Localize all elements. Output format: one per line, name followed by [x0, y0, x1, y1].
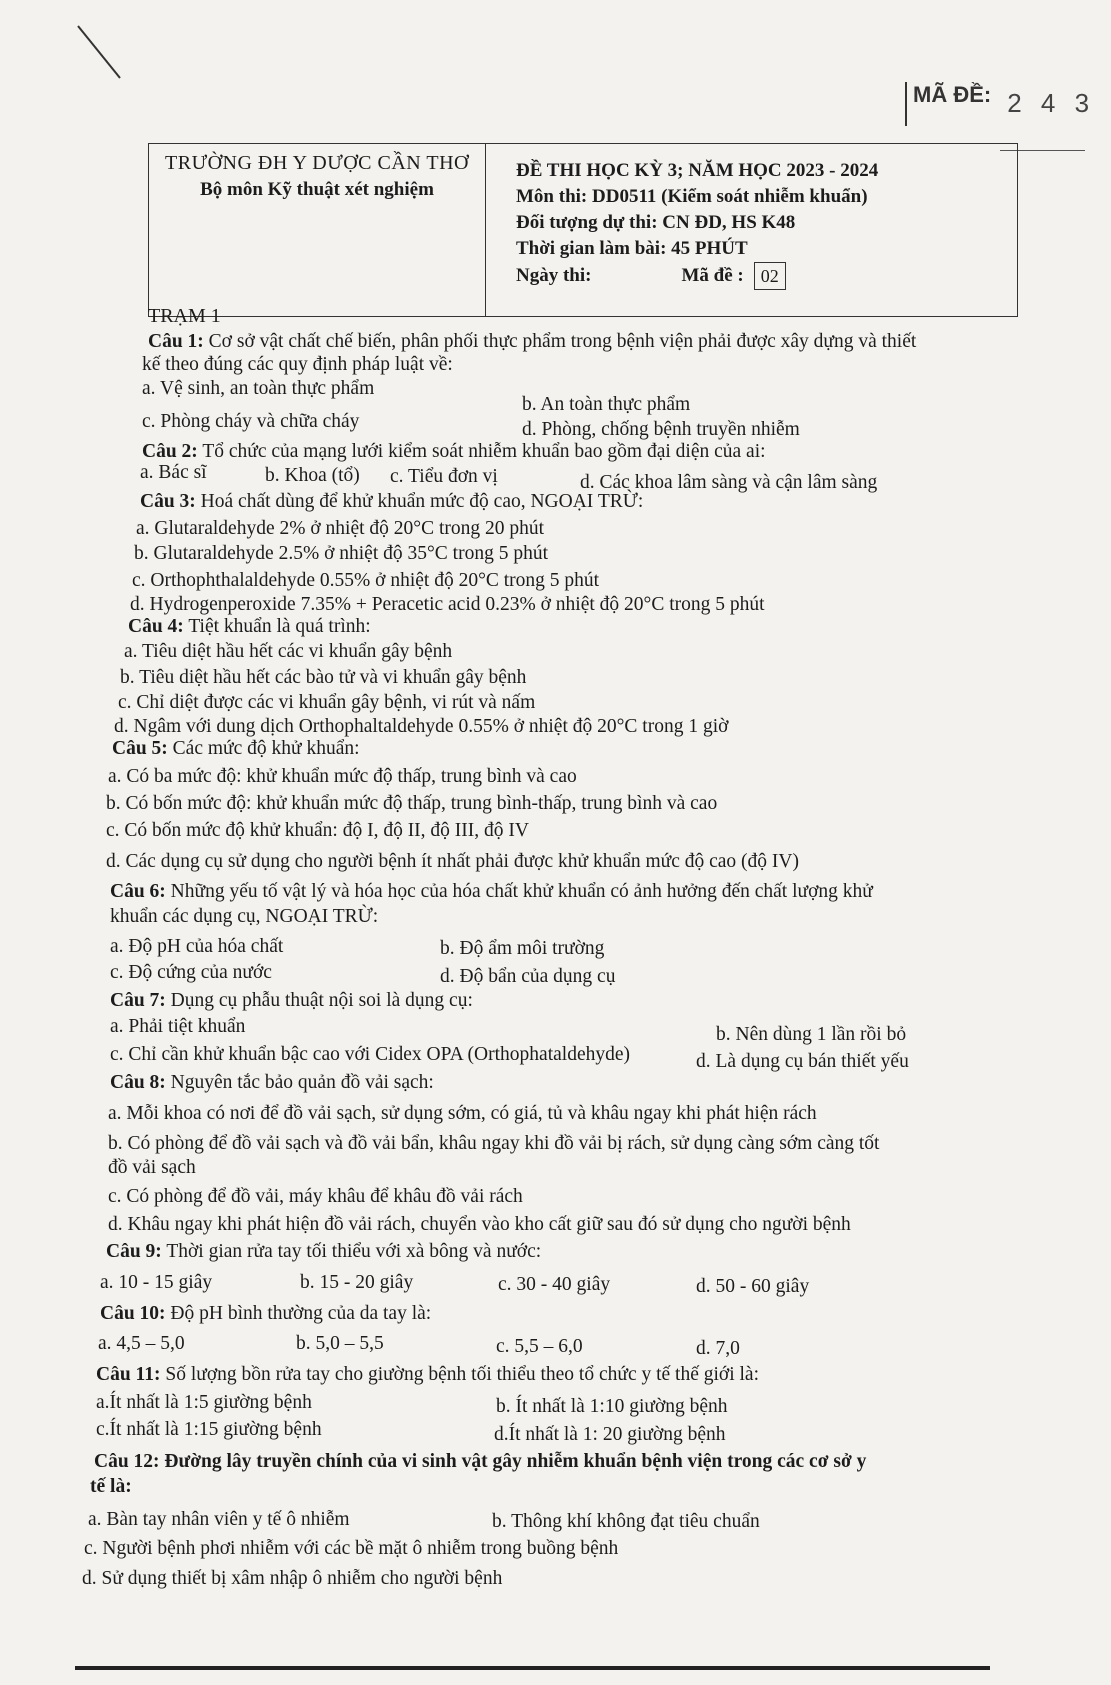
option-3a: a. Glutaraldehyde 2% ở nhiệt độ 20°C trong 20 phút	[136, 518, 545, 539]
question-5	[112, 737, 360, 761]
option-1d: d. Phòng, chống bệnh truyền nhiễm	[522, 419, 800, 440]
option-2b: b. Khoa (tổ)	[265, 465, 360, 486]
question-12	[94, 1450, 866, 1474]
option-3c: c. Orthophthalaldehyde 0.55% ở nhiệt độ 20°C trong 5 phút	[132, 570, 600, 591]
option-11d: d.Ít nhất là 1: 20 giường bệnh	[494, 1424, 726, 1445]
option-8a: a. Mỗi khoa có nơi để đồ vải sạch, sử dụng sớm, có giá, tủ và khâu ngay khi phát hiện rách	[108, 1103, 817, 1124]
option-6c: c. Độ cứng của nước	[110, 962, 272, 983]
option-7b: b. Nên dùng 1 lần rồi bỏ	[716, 1024, 907, 1045]
exam-date-label: Ngày thi:	[516, 265, 592, 286]
exam-code-corner-label: MÃ ĐỀ:	[913, 82, 992, 107]
option-9a: a. 10 - 15 giây	[100, 1272, 213, 1293]
question-text: Cơ sở vật chất chế biến, phân phối thực phẩm trong bệnh viện phải được xây dựng và thiết	[208, 331, 917, 352]
option-8c: c. Có phòng để đồ vải, máy khâu để khâu đồ vải rách	[108, 1186, 523, 1207]
question-text: Các mức độ khử khuẩn:	[172, 738, 360, 759]
option-4c: c. Chỉ diệt được các vi khuẩn gây bệnh, vi rút và nấm	[118, 692, 536, 713]
option-4a: a. Tiêu diệt hầu hết các vi khuẩn gây bệnh	[124, 641, 453, 662]
question-label: Câu 7:	[110, 990, 166, 1011]
exam-audience: Đối tượng dự thi: CN ĐD, HS K48	[516, 212, 796, 233]
option-9b: b. 15 - 20 giây	[300, 1272, 414, 1293]
question-label: Câu 6:	[110, 881, 166, 902]
question-label: Câu 2:	[142, 441, 198, 462]
school-name: TRƯỜNG ĐH Y DƯỢC CẦN THƠ	[165, 152, 469, 174]
option-4b: b. Tiêu diệt hầu hết các bào tử và vi khuẩn gây bệnh	[120, 667, 527, 688]
question-label: Câu 11:	[96, 1364, 161, 1385]
question-label: Câu 1:	[148, 331, 204, 352]
question-text: Những yếu tố vật lý và hóa học của hóa chất khử khuẩn có ảnh hưởng đến chất lượng khử	[170, 881, 873, 902]
question-text: Hoá chất dùng để khử khuẩn mức độ cao, NGOẠI TRỪ:	[200, 491, 644, 512]
exam-header-box	[148, 143, 1018, 317]
question-label: Câu 10:	[100, 1303, 166, 1324]
question-10	[100, 1302, 431, 1326]
question-text: Dụng cụ phẫu thuật nội soi là dụng cụ:	[170, 990, 473, 1011]
option-6d: d. Độ bẩn của dụng cụ	[440, 966, 616, 987]
pen-stroke-mark	[70, 20, 130, 90]
exam-title: ĐỀ THI HỌC KỲ 3; NĂM HỌC 2023 - 2024	[516, 160, 879, 181]
option-2a: a. Bác sĩ	[140, 462, 207, 483]
option-6b: b. Độ ẩm môi trường	[440, 938, 605, 959]
question-6	[110, 880, 873, 904]
question-label: Câu 12:	[94, 1451, 160, 1472]
option-1c: c. Phòng cháy và chữa cháy	[142, 411, 360, 432]
option-5a: a. Có ba mức độ: khử khuẩn mức độ thấp, trung bình và cao	[108, 766, 577, 787]
question-label: Câu 4:	[128, 616, 184, 637]
question-label: Câu 8:	[110, 1072, 166, 1093]
department-name: Bộ môn Kỹ thuật xét nghiệm	[200, 179, 434, 200]
option-5d: d. Các dụng cụ sử dụng cho người bệnh ít nhất phải được khử khuẩn mức độ cao (độ IV)	[106, 851, 799, 872]
option-7c: c. Chỉ cần khử khuẩn bậc cao với Cidex OPA (Orthophataldehyde)	[110, 1044, 630, 1065]
question-1	[148, 330, 916, 354]
option-8d: d. Khâu ngay khi phát hiện đồ vải rách, chuyển vào kho cất giữ sau đó sử dụng cho người bệnh	[108, 1214, 851, 1235]
option-12d: d. Sử dụng thiết bị xâm nhập ô nhiễm cho người bệnh	[82, 1568, 503, 1589]
question-1-cont: kế theo đúng các quy định pháp luật về:	[142, 354, 453, 375]
exam-code-value: 02	[754, 262, 786, 290]
option-1b: b. An toàn thực phẩm	[522, 394, 691, 415]
question-label: Câu 9:	[106, 1241, 162, 1262]
exam-date-row	[516, 262, 1017, 290]
question-2	[142, 440, 766, 464]
option-7d: d. Là dụng cụ bán thiết yếu	[696, 1051, 909, 1072]
option-10a: a. 4,5 – 5,0	[98, 1333, 185, 1354]
option-11b: b. Ít nhất là 1:10 giường bệnh	[496, 1396, 728, 1417]
option-7a: a. Phải tiệt khuẩn	[110, 1016, 246, 1037]
question-11	[96, 1363, 759, 1387]
option-6a: a. Độ pH của hóa chất	[110, 936, 284, 957]
question-text: Độ pH bình thường của da tay là:	[170, 1303, 432, 1324]
question-4	[128, 615, 371, 639]
question-text: Tiệt khuẩn là quá trình:	[188, 616, 371, 637]
exam-code-label: Mã đề :	[681, 265, 744, 286]
question-9	[106, 1240, 541, 1264]
exam-subject: Môn thi: DD0511 (Kiểm soát nhiễm khuẩn)	[516, 186, 868, 207]
question-text: Nguyên tắc bảo quản đồ vải sạch:	[170, 1072, 434, 1093]
option-8b-cont: đồ vải sạch	[108, 1157, 196, 1178]
footer-rule	[75, 1666, 990, 1670]
option-2c: c. Tiểu đơn vị	[390, 466, 498, 487]
option-3b: b. Glutaraldehyde 2.5% ở nhiệt độ 35°C trong 5 phút	[134, 543, 549, 564]
option-11a: a.Ít nhất là 1:5 giường bệnh	[96, 1392, 312, 1413]
option-8b: b. Có phòng để đồ vải sạch và đồ vải bẩn, khâu ngay khi đồ vải bị rách, sử dụng càng sớm càng tốt	[108, 1133, 880, 1154]
question-text: Thời gian rửa tay tối thiểu với xà bông và nước:	[166, 1241, 542, 1262]
option-4d: d. Ngâm với dung dịch Orthophaltaldehyde 0.55% ở nhiệt độ 20°C trong 1 giờ	[114, 716, 729, 737]
option-10d: d. 7,0	[696, 1338, 740, 1359]
question-12-cont: tế là:	[90, 1476, 132, 1497]
exam-duration: Thời gian làm bài: 45 PHÚT	[516, 238, 748, 259]
question-6-cont: khuẩn các dụng cụ, NGOẠI TRỪ:	[110, 906, 379, 927]
option-3d: d. Hydrogenperoxide 7.35% + Peracetic acid 0.23% ở nhiệt độ 20°C trong 5 phút	[130, 594, 765, 615]
exam-info-cell	[486, 144, 1017, 316]
option-12c: c. Người bệnh phơi nhiễm với các bề mặt ô nhiễm trong buồng bệnh	[84, 1538, 619, 1559]
station-title: TRẠM 1	[148, 305, 221, 327]
option-1a: a. Vệ sinh, an toàn thực phẩm	[142, 378, 375, 399]
option-12b: b. Thông khí không đạt tiêu chuẩn	[492, 1511, 760, 1532]
question-label: Câu 3:	[140, 491, 196, 512]
option-10c: c. 5,5 – 6,0	[496, 1336, 583, 1357]
option-9d: d. 50 - 60 giây	[696, 1276, 810, 1297]
institution-cell	[149, 144, 486, 316]
question-label: Câu 5:	[112, 738, 168, 759]
option-9c: c. 30 - 40 giây	[498, 1274, 611, 1295]
option-11c: c.Ít nhất là 1:15 giường bệnh	[96, 1419, 322, 1440]
question-text: Đường lây truyền chính của vi sinh vật gây nhiễm khuẩn bệnh viện trong các cơ sở y	[164, 1451, 867, 1472]
question-8	[110, 1071, 434, 1095]
question-3	[140, 490, 643, 514]
option-5c: c. Có bốn mức độ khử khuẩn: độ I, độ II, độ III, độ IV	[106, 820, 529, 841]
option-5b: b. Có bốn mức độ: khử khuẩn mức độ thấp, trung bình-thấp, trung bình và cao	[106, 793, 718, 814]
question-text: Số lượng bồn rửa tay cho giường bệnh tối thiểu theo tổ chức y tế thế giới là:	[165, 1364, 760, 1385]
question-7	[110, 989, 473, 1013]
exam-code-corner-value: 2 4 3	[1007, 88, 1096, 118]
exam-code-corner	[905, 82, 1095, 126]
option-2d: d. Các khoa lâm sàng và cận lâm sàng	[580, 472, 878, 493]
option-12a: a. Bàn tay nhân viên y tế ô nhiễm	[88, 1509, 350, 1530]
question-text: Tổ chức của mạng lưới kiểm soát nhiễm khuẩn bao gồm đại diện của ai:	[202, 441, 766, 462]
option-10b: b. 5,0 – 5,5	[296, 1333, 384, 1354]
